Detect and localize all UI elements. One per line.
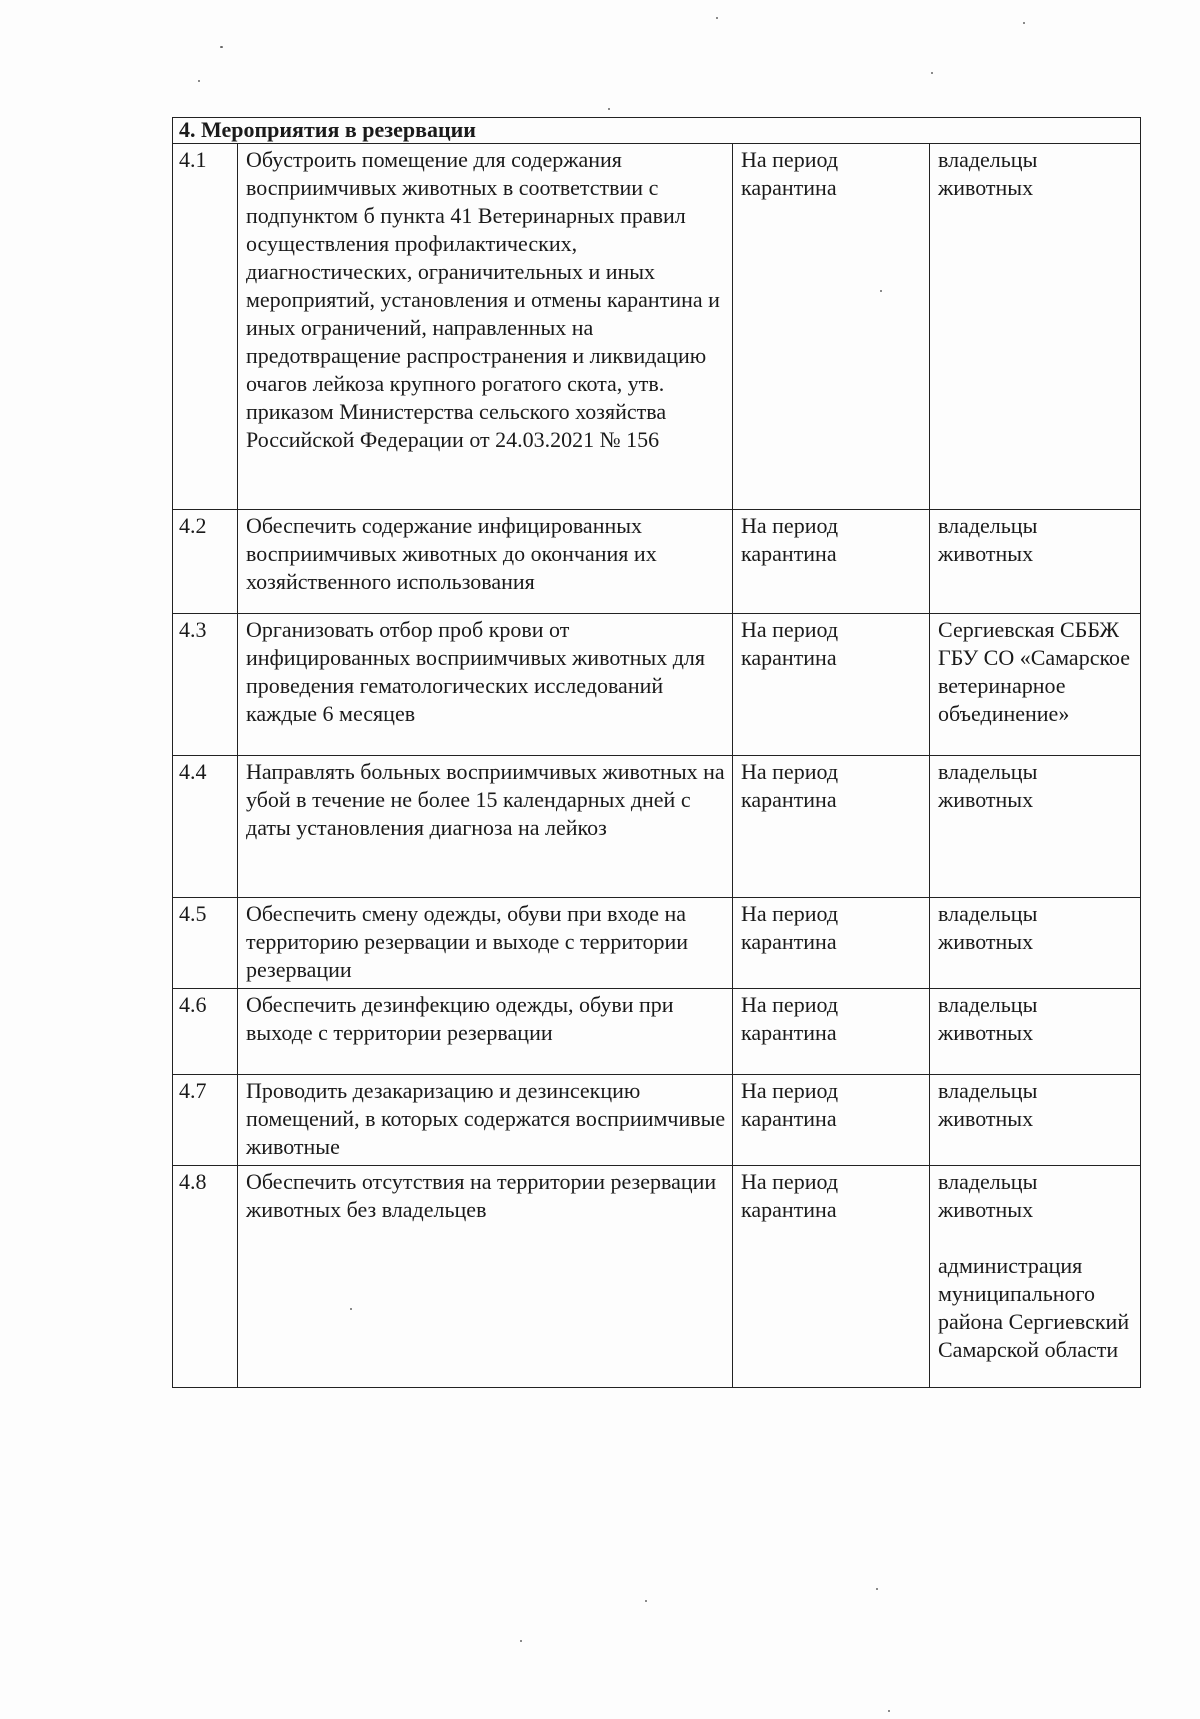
row-number: 4.2 xyxy=(173,510,238,614)
row-action: Обеспечить смену одежды, обуви при входе на территорию резервации и выходе с территории резервации xyxy=(238,898,733,989)
scan-speck xyxy=(645,1600,647,1602)
row-period: На период карантина xyxy=(733,510,930,614)
responsible-text: владельцы животных xyxy=(938,513,1038,566)
row-action: Обеспечить дезинфекцию одежды, обуви при выходе с территории резервации xyxy=(238,989,733,1075)
table-row xyxy=(173,510,1141,614)
row-action: Обеспечить содержание инфицированных восприимчивых животных до окончания их хозяйственного использования xyxy=(238,510,733,614)
table-row xyxy=(173,1166,1141,1388)
row-period: На период карантина xyxy=(733,898,930,989)
scan-speck xyxy=(608,108,610,110)
row-number: 4.1 xyxy=(173,144,238,510)
responsible-text: владельцы животных xyxy=(938,901,1038,954)
row-period: На период карантина xyxy=(733,614,930,756)
row-action: Обустроить помещение для содержания восприимчивых животных в соответствии с подпунктом б пункта 41 Ветеринарных правил осуществления профилактических, диагностических, ограничительных и иных мероприятий, установления и отмены карантина и иных ограничений, направленных на предотвращение распространения и ликвидацию очагов лейкоза крупного рогатого скота, утв. приказом Министерства сельского хозяйства Российской Федерации от 24.03.2021 № 156 xyxy=(238,144,733,510)
row-responsible xyxy=(930,898,1141,989)
table-row xyxy=(173,1075,1141,1166)
row-action: Направлять больных восприимчивых животных на убой в течение не более 15 календарных дней с даты установления диагноза на лейкоз xyxy=(238,756,733,898)
responsible-spacer xyxy=(938,1224,1134,1252)
responsible-text: владельцы животных xyxy=(938,1169,1038,1222)
row-period: На период карантина xyxy=(733,144,930,510)
responsible-text: владельцы животных xyxy=(938,759,1038,812)
measures-table-wrapper xyxy=(172,117,1140,1388)
scan-speck xyxy=(350,1308,352,1310)
table-row xyxy=(173,756,1141,898)
row-responsible xyxy=(930,1166,1141,1388)
responsible-text: владельцы животных xyxy=(938,1078,1038,1131)
row-responsible xyxy=(930,756,1141,898)
table-row xyxy=(173,614,1141,756)
scan-speck xyxy=(198,80,200,82)
row-action: Обеспечить отсутствия на территории резервации животных без владельцев xyxy=(238,1166,733,1388)
table-row xyxy=(173,898,1141,989)
scan-speck xyxy=(1023,22,1025,24)
scan-speck xyxy=(888,1710,890,1712)
section-title: 4. Мероприятия в резервации xyxy=(173,118,1141,144)
responsible-text: администрация муниципального района Сергиевский Самарской области xyxy=(938,1253,1130,1362)
row-action: Организовать отбор проб крови от инфицированных восприимчивых животных для проведения гематологических исследований каждые 6 месяцев xyxy=(238,614,733,756)
row-period: На период карантина xyxy=(733,989,930,1075)
table-row xyxy=(173,989,1141,1075)
row-period: На период карантина xyxy=(733,1166,930,1388)
scan-speck xyxy=(931,72,933,74)
responsible-text: Сергиевская СББЖ ГБУ СО «Самарское ветеринарное объединение» xyxy=(938,617,1131,726)
row-number: 4.6 xyxy=(173,989,238,1075)
row-responsible xyxy=(930,614,1141,756)
row-responsible xyxy=(930,144,1141,510)
row-period: На период карантина xyxy=(733,756,930,898)
row-action: Проводить дезакаризацию и дезинсекцию помещений, в которых содержатся восприимчивые животные xyxy=(238,1075,733,1166)
scan-speck xyxy=(876,1588,878,1590)
scan-speck xyxy=(880,290,882,292)
responsible-text: владельцы животных xyxy=(938,147,1038,200)
row-responsible xyxy=(930,989,1141,1075)
table-row xyxy=(173,144,1141,510)
row-number: 4.5 xyxy=(173,898,238,989)
row-period: На период карантина xyxy=(733,1075,930,1166)
row-responsible xyxy=(930,510,1141,614)
section-header-row xyxy=(173,118,1141,144)
scan-speck xyxy=(716,17,718,19)
scan-speck xyxy=(220,46,223,48)
row-number: 4.8 xyxy=(173,1166,238,1388)
row-number: 4.7 xyxy=(173,1075,238,1166)
row-number: 4.4 xyxy=(173,756,238,898)
row-responsible xyxy=(930,1075,1141,1166)
responsible-text: владельцы животных xyxy=(938,992,1038,1045)
measures-table xyxy=(172,117,1141,1388)
row-number: 4.3 xyxy=(173,614,238,756)
scan-speck xyxy=(520,1640,522,1642)
